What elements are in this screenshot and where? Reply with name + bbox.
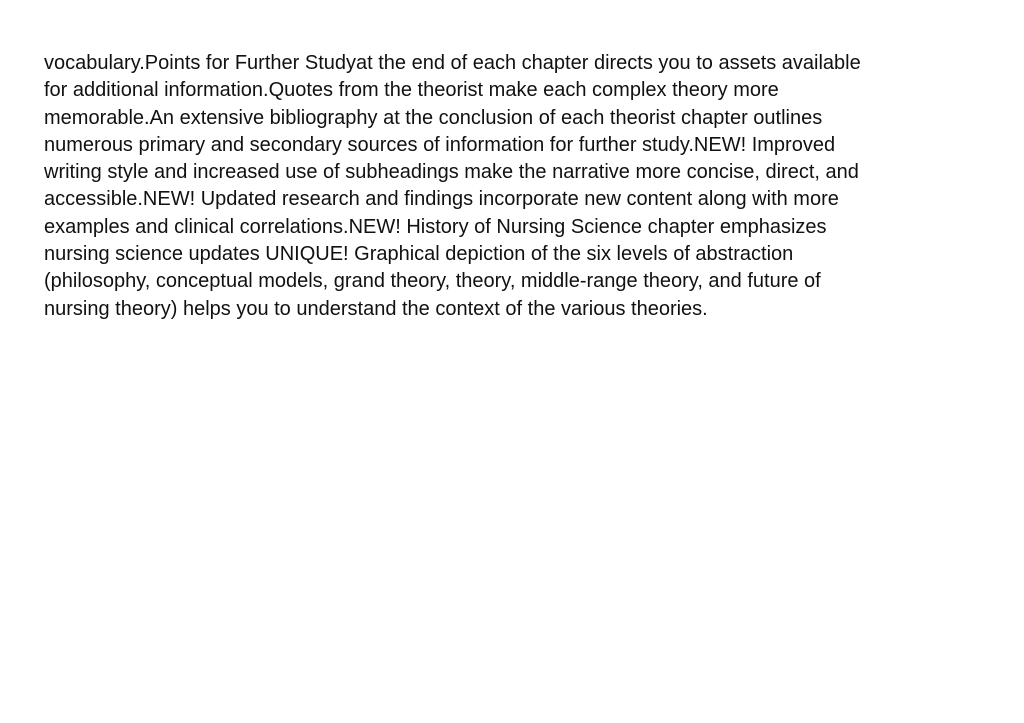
paragraph-line: nursing science updates UNIQUE! Graphical depiction of the six levels of abstraction xyxy=(44,243,794,266)
paragraph-line: writing style and increased use of subheadings make the narrative more concise, direct, and xyxy=(44,161,859,184)
paragraph-line: nursing theory) helps you to understand the context of the various theories. xyxy=(44,297,708,320)
paragraph-line: for additional information.Quotes from the theorist make each complex theory more xyxy=(44,79,779,102)
paragraph-line: numerous primary and secondary sources of information for further study.NEW! Improved xyxy=(44,133,836,156)
body-paragraph xyxy=(44,50,994,323)
paragraph-line: vocabulary.Points for Further Studyat the end of each chapter directs you to assets available xyxy=(44,52,861,74)
paragraph-line: (philosophy, conceptual models, grand theory, theory, middle-range theory, and future of xyxy=(44,270,821,293)
paragraph-line: accessible.NEW! Updated research and findings incorporate new content along with more xyxy=(44,188,839,211)
paragraph-line: examples and clinical correlations.NEW! History of Nursing Science chapter emphasizes xyxy=(44,215,827,238)
paragraph-line: memorable.An extensive bibliography at the conclusion of each theorist chapter outlines xyxy=(44,106,823,129)
